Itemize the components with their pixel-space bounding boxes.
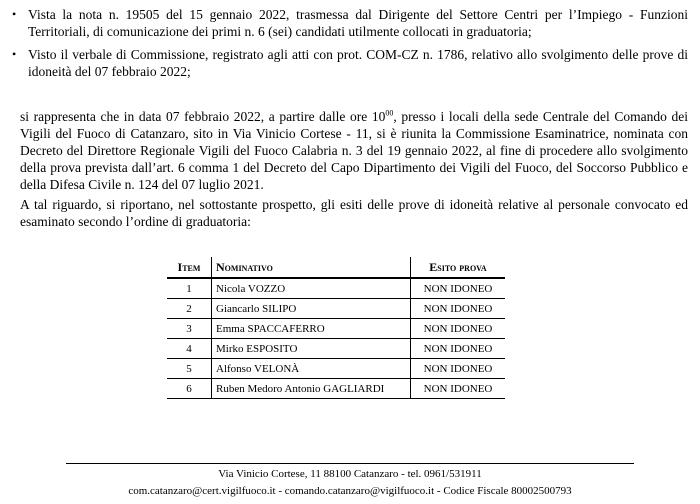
table-row xyxy=(167,319,505,339)
table-row xyxy=(167,299,505,319)
cell-nominativo: Ruben Medoro Antonio GAGLIARDI xyxy=(212,379,411,399)
table-row xyxy=(167,379,505,399)
table-header-row xyxy=(167,257,505,278)
cell-item: 3 xyxy=(167,319,212,339)
cell-nominativo: Giancarlo SILIPO xyxy=(212,299,411,319)
cell-item: 5 xyxy=(167,359,212,379)
intro-paragraph: A tal riguardo, si riportano, nel sottostante prospetto, gli esiti delle prove di idoneità relative al personale convocato ed esaminato secondo l’ordine di graduatoria: xyxy=(20,197,688,229)
cell-nominativo: Nicola VOZZO xyxy=(212,278,411,299)
table-row xyxy=(167,359,505,379)
table-row xyxy=(167,339,505,359)
paragraph-text-end: , presso i locali della sede Centrale del Comando dei Vigili del Fuoco di Catanzaro, sito in Via Vinicio Cortese - 11, si è riunita la Commissione Esaminatrice, nominata con Decreto del Direttore Regionale Vigili del Fuoco Calabria n. 3 del 19 gennaio 2022, al fine di procedere allo svolgimento della prova prevista dall’art. 6 comma 1 del Decreto del Capo Dipartimento dei Vigili del Fuoco, del Soccorso Pubblico e della Difesa Civile n. 124 del 07 luglio 2021. xyxy=(20,109,688,192)
premise-text: Visto il verbale di Commissione, registrato agli atti con prot. COM-CZ n. 1786, relativo allo svolgimento delle prove di idoneità del 07 febbraio 2022; xyxy=(28,47,688,79)
cell-item: 4 xyxy=(167,339,212,359)
paragraph-text-start: si rappresenta che in data 07 febbraio 2022, a partire dalle ore 10 xyxy=(20,109,386,124)
bullet-icon: • xyxy=(12,7,17,21)
time-superscript: 00 xyxy=(385,108,394,118)
header-nominativo: Nominativo xyxy=(212,257,411,278)
table-row xyxy=(167,278,505,299)
body-paragraph xyxy=(20,108,688,193)
footer-divider xyxy=(66,463,634,464)
footer-address: Via Vinicio Cortese, 11 88100 Catanzaro - tel. 0961/531911 xyxy=(218,468,482,480)
cell-nominativo: Mirko ESPOSITO xyxy=(212,339,411,359)
cell-esito: NON IDONEO xyxy=(411,278,506,299)
cell-esito: NON IDONEO xyxy=(411,339,506,359)
cell-esito: NON IDONEO xyxy=(411,379,506,399)
cell-esito: NON IDONEO xyxy=(411,359,506,379)
cell-nominativo: Alfonso VELONÀ xyxy=(212,359,411,379)
header-esito: Esito prova xyxy=(411,257,506,278)
header-item: Item xyxy=(167,257,212,278)
cell-esito: NON IDONEO xyxy=(411,299,506,319)
cell-item: 6 xyxy=(167,379,212,399)
cell-item: 1 xyxy=(167,278,212,299)
bullet-icon: • xyxy=(12,47,17,61)
cell-item: 2 xyxy=(167,299,212,319)
premise-text: Vista la nota n. 19505 del 15 gennaio 2022, trasmessa dal Dirigente del Settore Centri per l’Impiego - Funzioni Territoriali, di comunicazione dei primi n. 6 (sei) candidati utilmente collocati in graduatoria; xyxy=(28,7,688,39)
premise-list xyxy=(12,6,688,86)
cell-esito: NON IDONEO xyxy=(411,319,506,339)
premise-item xyxy=(12,46,688,80)
cell-nominativo: Emma SPACCAFERRO xyxy=(212,319,411,339)
footer-contacts: com.catanzaro@cert.vigilfuoco.it - comando.catanzaro@vigilfuoco.it - Codice Fiscale 80002500793 xyxy=(128,485,572,497)
premise-item xyxy=(12,6,688,40)
results-table xyxy=(167,257,505,399)
